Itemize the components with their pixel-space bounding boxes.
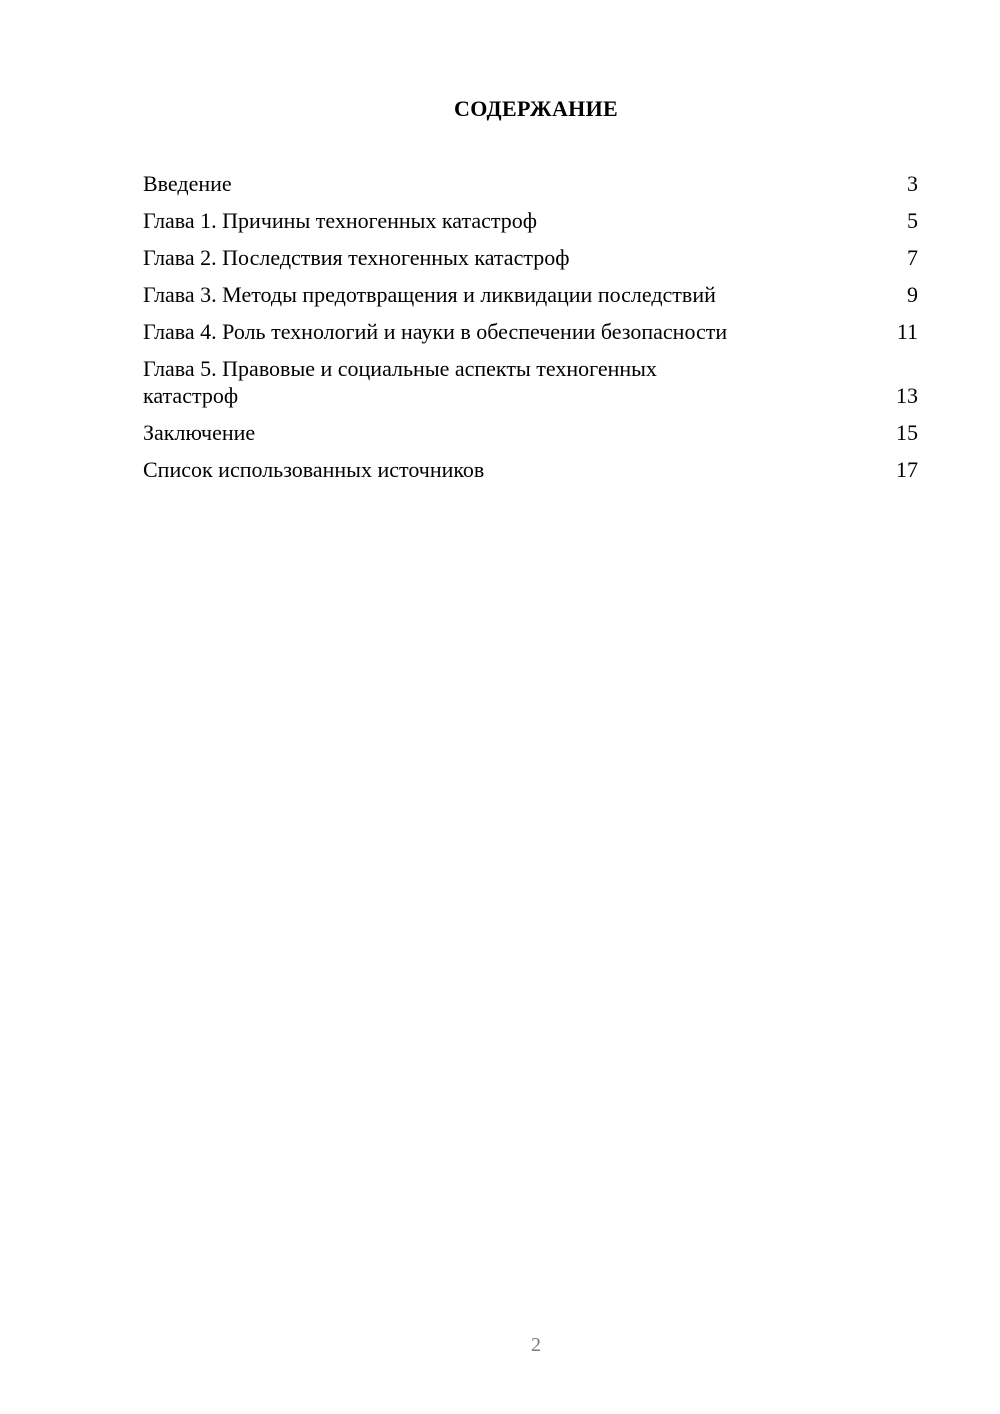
toc-entry-references (143, 456, 918, 483)
toc-entry-label: Глава 1. Причины техногенных катастроф (143, 208, 538, 233)
toc-entry-page: 5 (907, 208, 918, 233)
toc-entry-label: Глава 5. Правовые и социальные аспекты техногенных катастроф (143, 356, 657, 408)
toc-entry-page: 17 (896, 457, 918, 482)
toc-entry-conclusion (143, 419, 918, 446)
toc-entry-chapter-5 (143, 355, 918, 409)
toc-entry-introduction (143, 170, 918, 197)
toc-entry-label: Глава 4. Роль технологий и науки в обеспечении безопасности (143, 319, 728, 344)
toc-entry-page: 3 (907, 171, 918, 196)
page-number: 2 (531, 1334, 541, 1356)
toc-entry-page: 11 (896, 319, 918, 344)
table-of-contents (143, 170, 918, 493)
toc-entry-page: 15 (896, 420, 918, 445)
toc-entry-label: Глава 3. Методы предотвращения и ликвидации последствий (143, 282, 716, 307)
toc-entry-chapter-3 (143, 281, 918, 308)
toc-entry-page: 7 (907, 245, 918, 270)
toc-entry-chapter-1 (143, 207, 918, 234)
toc-entry-label: Введение (143, 171, 232, 196)
toc-entry-chapter-4 (143, 318, 918, 345)
toc-entry-page: 13 (896, 383, 918, 408)
toc-entry-label: Глава 2. Последствия техногенных катастроф (143, 245, 570, 270)
toc-heading: СОДЕРЖАНИЕ (454, 96, 618, 121)
toc-entry-label: Заключение (143, 420, 256, 445)
toc-entry-page: 9 (907, 282, 918, 307)
toc-entry-chapter-2 (143, 244, 918, 271)
toc-entry-label: Список использованных источников (143, 457, 485, 482)
